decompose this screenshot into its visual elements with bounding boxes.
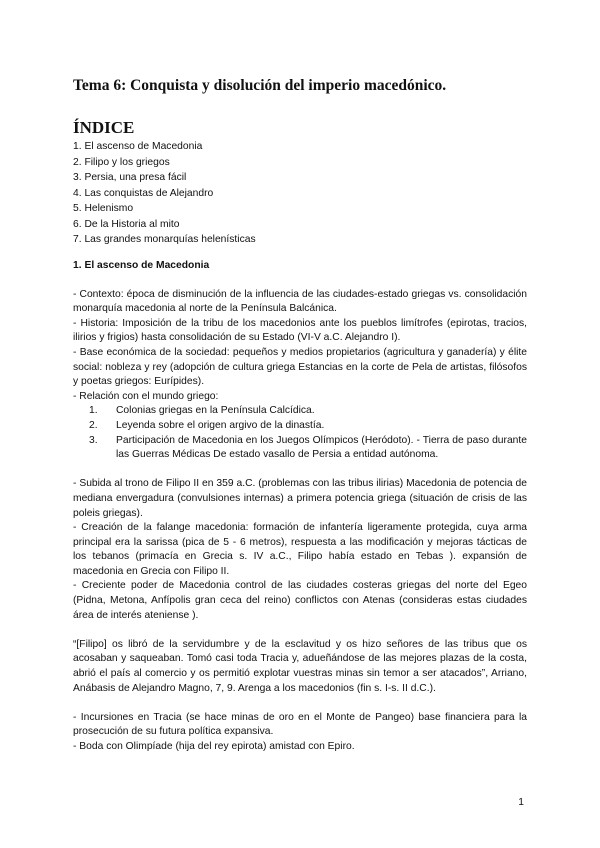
section-heading: 1. El ascenso de Macedonia [73, 260, 210, 271]
table-of-contents [73, 139, 256, 248]
paragraph: - Boda con Olimpíade (hija del rey epirota) amistad con Epiro. [73, 741, 355, 752]
paragraph: - Creciente poder de Macedonia control de las ciudades costeras griegas del norte del Egeo (Pidna, Metona, Anfípolis gran ceca del reino) conflictos con Atenas (consideras estas ciudades área de interés ateniense ). [73, 580, 527, 621]
list-text: Colonias griegas en la Península Calcídica. [116, 405, 315, 417]
toc-item: 4. Las conquistas de Alejandro [73, 187, 214, 199]
toc-item: 7. Las grandes monarquías helenísticas [73, 234, 256, 245]
paragraph: - Creación de la falange macedonia: formación de infantería ligeramente protegida, cuya arma principal era la sarissa (pica de 5 - 6 metros), respuesta a las modificación y mejoras tácticas de los tebanos (primacía en Grecia s. IV a.C., Filipo había estado en Tebas ). expansión de macedonia en Grecia con Filipo II. [73, 522, 527, 577]
section-1 [73, 259, 527, 755]
list-number: 1. [89, 405, 98, 417]
spacer [73, 696, 527, 711]
spacer [73, 463, 527, 478]
toc-item: 6. De la Historia al mito [73, 218, 180, 230]
list-text: Leyenda sobre el origen argivo de la dinastía. [116, 419, 325, 431]
paragraph: - Subida al trono de Filipo II en 359 a.C. (problemas con las tribus ilirias) Macedonia de potencia de mediana envergadura (convulsiones internas) a primera potencia griega (situación de crisis de las poleis griegas). [73, 478, 527, 519]
toc-item: 3. Persia, una presa fácil [73, 172, 187, 183]
list-item [73, 434, 527, 463]
toc-item: 5. Helenismo [73, 203, 134, 214]
list-item [73, 404, 527, 419]
index-heading: ÍNDICE [73, 118, 135, 137]
page-number: 1 [518, 797, 524, 808]
paragraph: - Contexto: época de disminución de la influencia de las ciudades-estado griegas vs. consolidación monarquía macedonia al norte de la Península Balcánica. [73, 288, 527, 315]
list-number: 2. [89, 419, 98, 431]
list-number: 3. [89, 434, 98, 446]
list-item [73, 419, 527, 434]
toc-item: 1. El ascenso de Macedonia [73, 141, 203, 152]
paragraph: - Base económica de la sociedad: pequeños y medios propietarios (agricultura y ganadería) y élite social: nobleza y rey (adopción de cultura griega Estancias en la corte de Pela de artistas, filósofos y poetas griegos: Eurípides). [73, 346, 527, 388]
paragraph: - Relación con el mundo griego: [73, 390, 219, 402]
paragraph: - Historia: Imposición de la tribu de los macedonios ante los pueblos limítrofes (epirotas, tracios, ilirios y frigios) hasta consolidación de su Estado (VI-V a.C. Alejandro I). [73, 317, 527, 344]
list-text: Participación de Macedonia en los Juegos Olímpicos (Heródoto). - Tierra de paso durante las Guerras Médicas De estado vasallo de Persia a entidad autónoma. [116, 434, 527, 461]
numbered-list [73, 404, 527, 462]
paragraph: - Incursiones en Tracia (se hace minas de oro en el Monte de Pangeo) base financiera para la prosecución de su futura política expansiva. [73, 711, 527, 738]
toc-item: 2. Filipo y los griegos [73, 156, 170, 168]
quote-paragraph: “[Filipo] os libró de la servidumbre y de la esclavitud y os hizo señores de las tribus que os acosaban y saqueaban. Tomó casi toda Tracia y, adueñándose de las mejores plazas de la costa, abrió el país al comercio y os permitió explotar vuestras minas sin temor a ser atacados”, Arriano, Anábasis de Alejandro Magno, 7, 9. Arenga a los macedonios (fin s. I-s. II d.C.). [73, 638, 527, 694]
page-title: Tema 6: Conquista y disolución del imperio macedónico. [73, 77, 447, 94]
spacer [73, 623, 527, 638]
